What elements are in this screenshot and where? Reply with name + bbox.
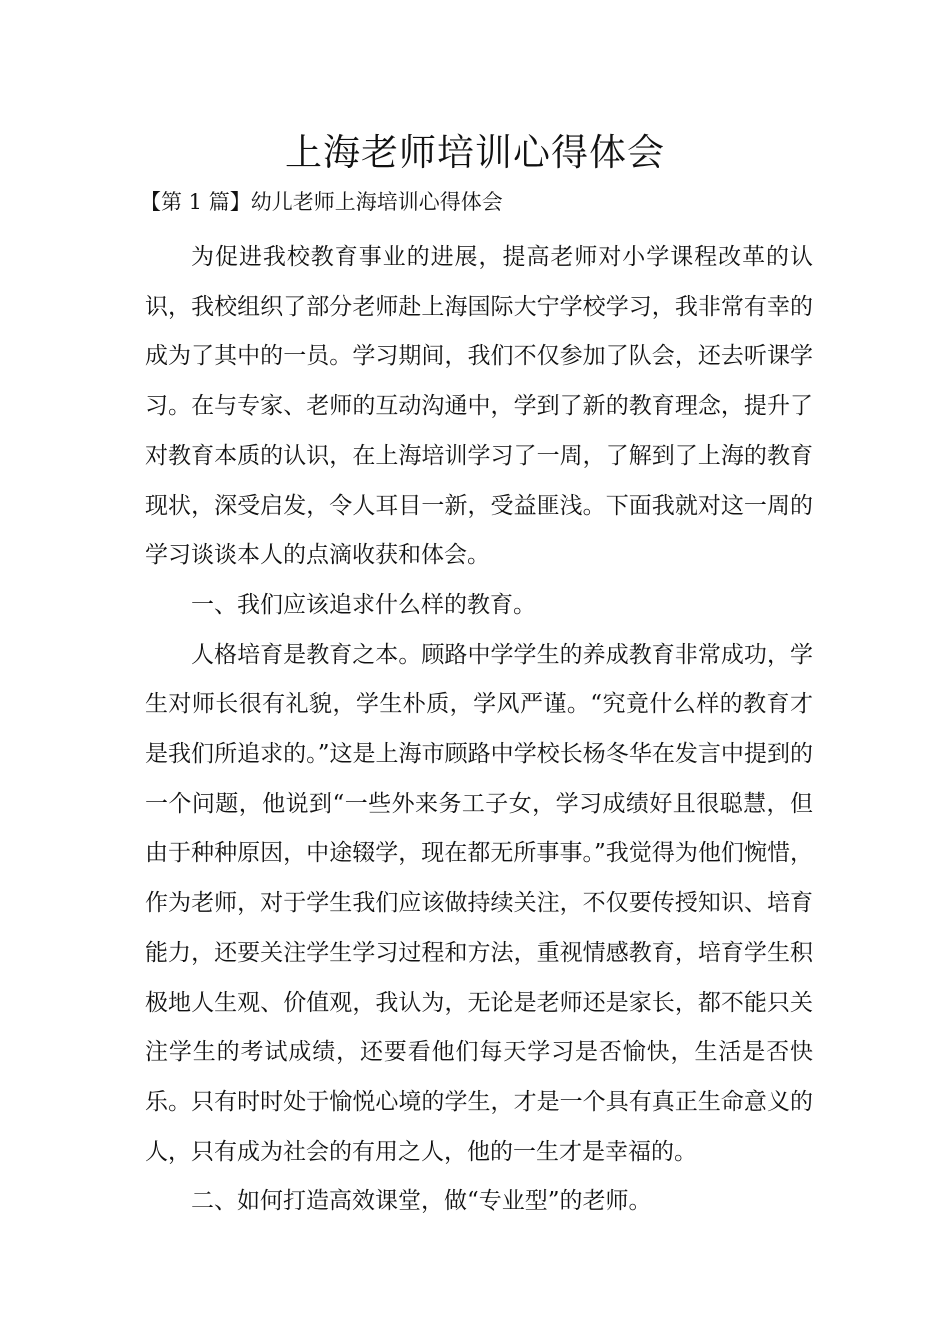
- section-heading-2: 二、如何打造高效课堂，做“专业型”的老师。: [191, 1188, 652, 1215]
- document-body: [145, 233, 813, 1227]
- paragraph-intro: 为促进我校教育事业的进展，提高老师对小学课程改革的认识，我校组织了部分老师赴上海国际大宁学校学习，我非常有幸的成为了其中的一员。学习期间，我们不仅参加了队会，还去听课学习。在与专家、老师的互动沟通中，学到了新的教育理念，提升了对教育本质的认识，在上海培训学习了一周，了解到了上海的教育现状，深受启发，令人耳目一新，受益匪浅。下面我就对这一周的学习谈谈本人的点滴收获和体会。: [145, 244, 813, 569]
- paragraph-section-1: 人格培育是教育之本。顾路中学学生的养成教育非常成功，学生对师长很有礼貌，学生朴质，学风严谨。“究竟什么样的教育才是我们所追求的。”这是上海市顾路中学校长杨冬华在发言中提到的一个问题，他说到“一些外来务工子女，学习成绩好且很聪慧，但由于种种原因，中途辍学，现在都无所事事。”我觉得为他们惋惜，作为老师，对于学生我们应该做持续关注，不仅要传授知识、培育能力，还要关注学生学习过程和方法，重视情感教育，培育学生积极地人生观、价值观，我认为，无论是老师还是家长，都不能只关注学生的考试成绩，还要看他们每天学习是否愉快，生活是否快乐。只有时时处于愉悦心境的学生，才是一个具有真正生命意义的人，只有成为社会的有用之人，他的一生才是幸福的。: [145, 641, 813, 1165]
- article-heading: 【第 1 篇】幼儿老师上海培训心得体会: [140, 190, 503, 214]
- document-title: 上海老师培训心得体会: [285, 131, 665, 174]
- section-heading-1: 一、我们应该追求什么样的教育。: [191, 591, 536, 618]
